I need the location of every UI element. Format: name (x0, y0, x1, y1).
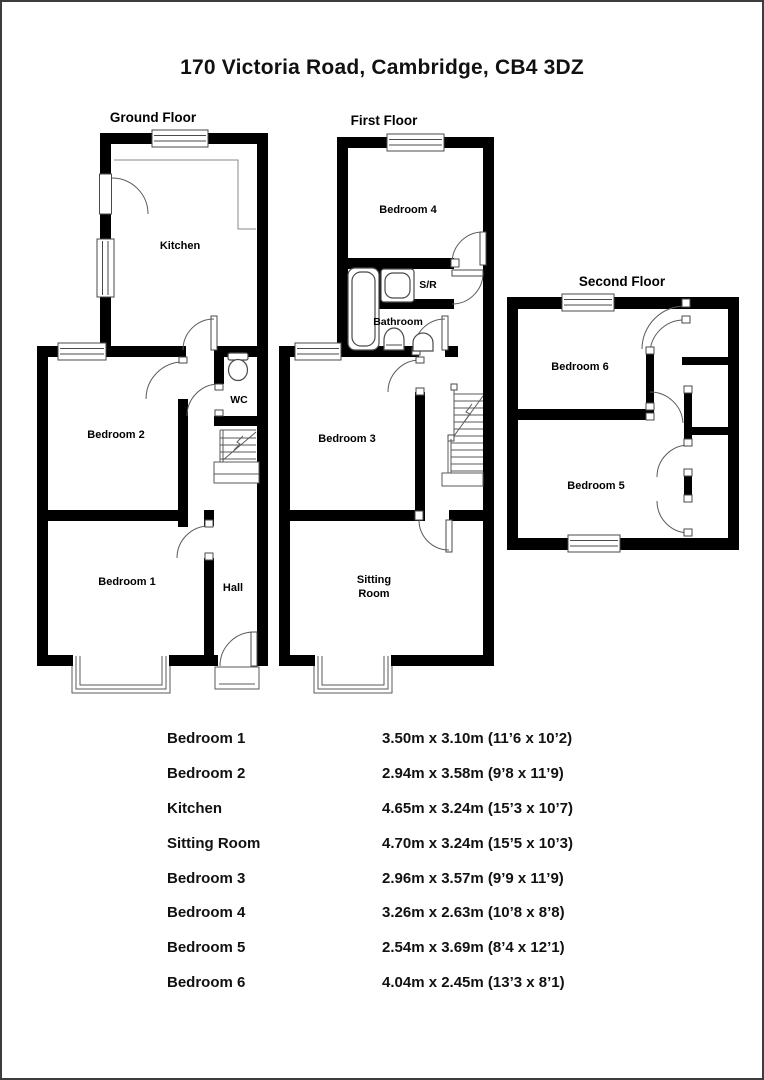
dimension-row (167, 835, 727, 870)
dimension-row (167, 904, 727, 939)
first-floor-stairs (442, 384, 483, 486)
shower-fixture (381, 269, 414, 302)
room-size: 4.04m x 2.45m (13’3 x 8’1) (382, 974, 565, 992)
sitting-room-bay-window (310, 655, 396, 693)
second-floor-label: Second Floor (578, 274, 666, 289)
room-name: Bedroom 3 (167, 869, 246, 887)
bedroom2-label: Bedroom 2 (87, 429, 145, 441)
front-door (215, 632, 259, 689)
room-name: Sitting Room (167, 834, 261, 852)
room-size: 2.96m x 3.57m (9’9 x 11’9) (382, 869, 564, 887)
ground-floor-plan (37, 110, 268, 693)
bedroom4-label: Bedroom 4 (379, 204, 437, 216)
kitchen-side-window (97, 239, 114, 297)
room-size: 2.54m x 3.69m (8’4 x 12’1) (382, 939, 565, 957)
bedroom1-bay-window (68, 655, 174, 693)
bathtub-fixture (348, 268, 379, 350)
bedroom3-window (295, 343, 341, 360)
sitting-room-door (415, 511, 452, 552)
bedroom5-door-upper (657, 439, 692, 477)
floorplans-drawing (2, 2, 764, 722)
kitchen-door (183, 316, 217, 350)
kitchen-step-line (114, 160, 256, 229)
sitting-room-label-line1: Sitting (356, 574, 392, 586)
bedroom4-door (451, 232, 486, 267)
bedroom2-window (58, 343, 106, 360)
wc-door (187, 384, 223, 416)
shower-room-door (452, 270, 483, 304)
room-name: Bedroom 6 (167, 974, 246, 992)
room-name: Bedroom 4 (167, 904, 246, 922)
bedroom5-door-lower (657, 495, 692, 536)
room-name: Bedroom 2 (167, 764, 246, 782)
toilet-fixture (228, 353, 248, 381)
dimension-row (167, 974, 727, 1009)
kitchen-side-door (100, 174, 149, 214)
dimension-row (167, 730, 727, 765)
first-floor-plan (279, 113, 494, 693)
sink-fixture (384, 328, 404, 350)
room-size: 3.50m x 3.10m (11’6 x 10’2) (382, 730, 573, 747)
room-name: Bedroom 1 (167, 730, 246, 747)
second-floor-plan (507, 274, 739, 552)
second-floor-walls (507, 297, 739, 550)
kitchen-top-window (152, 130, 208, 147)
bedroom4-window (387, 134, 444, 151)
room-size: 3.26m x 2.63m (10’8 x 8’8) (382, 904, 565, 922)
kitchen-label: Kitchen (159, 240, 201, 252)
room-size: 4.70m x 3.24m (15’5 x 10’3) (382, 834, 573, 852)
bedroom6-label: Bedroom 6 (551, 361, 609, 373)
bedroom5-window (568, 535, 620, 552)
bedroom1-label: Bedroom 1 (98, 576, 156, 588)
dimension-row (167, 765, 727, 800)
hall-label: Hall (222, 582, 244, 594)
bedroom5-label: Bedroom 5 (567, 480, 625, 492)
room-name: Bedroom 5 (167, 939, 246, 957)
bedroom2-door (146, 357, 187, 399)
bedroom3-door (388, 357, 424, 395)
page-title: 170 Victoria Road, Cambridge, CB4 3DZ (180, 56, 584, 79)
dimension-row (167, 939, 727, 974)
dimension-row (167, 870, 727, 905)
bathroom-label: Bathroom (373, 316, 423, 328)
ground-floor-label: Ground Floor (109, 110, 197, 125)
first-floor-label: First Floor (350, 113, 418, 128)
bedroom3-label: Bedroom 3 (318, 433, 376, 445)
toilet-fixture-firstfloor (413, 333, 433, 351)
bedroom6-window (562, 294, 614, 311)
room-size: 2.94m x 3.58m (9’8 x 11’9) (382, 764, 564, 782)
sitting-room-label-line2: Room (358, 588, 390, 600)
wc-label: WC (230, 394, 248, 406)
dimension-row (167, 800, 727, 835)
ground-floor-stairs (214, 430, 259, 483)
room-dimensions-list (167, 730, 727, 1009)
room-name: Kitchen (167, 799, 223, 817)
room-size: 4.65m x 3.24m (15’3 x 10’7) (382, 799, 573, 817)
shower-room-label: S/R (419, 279, 437, 291)
